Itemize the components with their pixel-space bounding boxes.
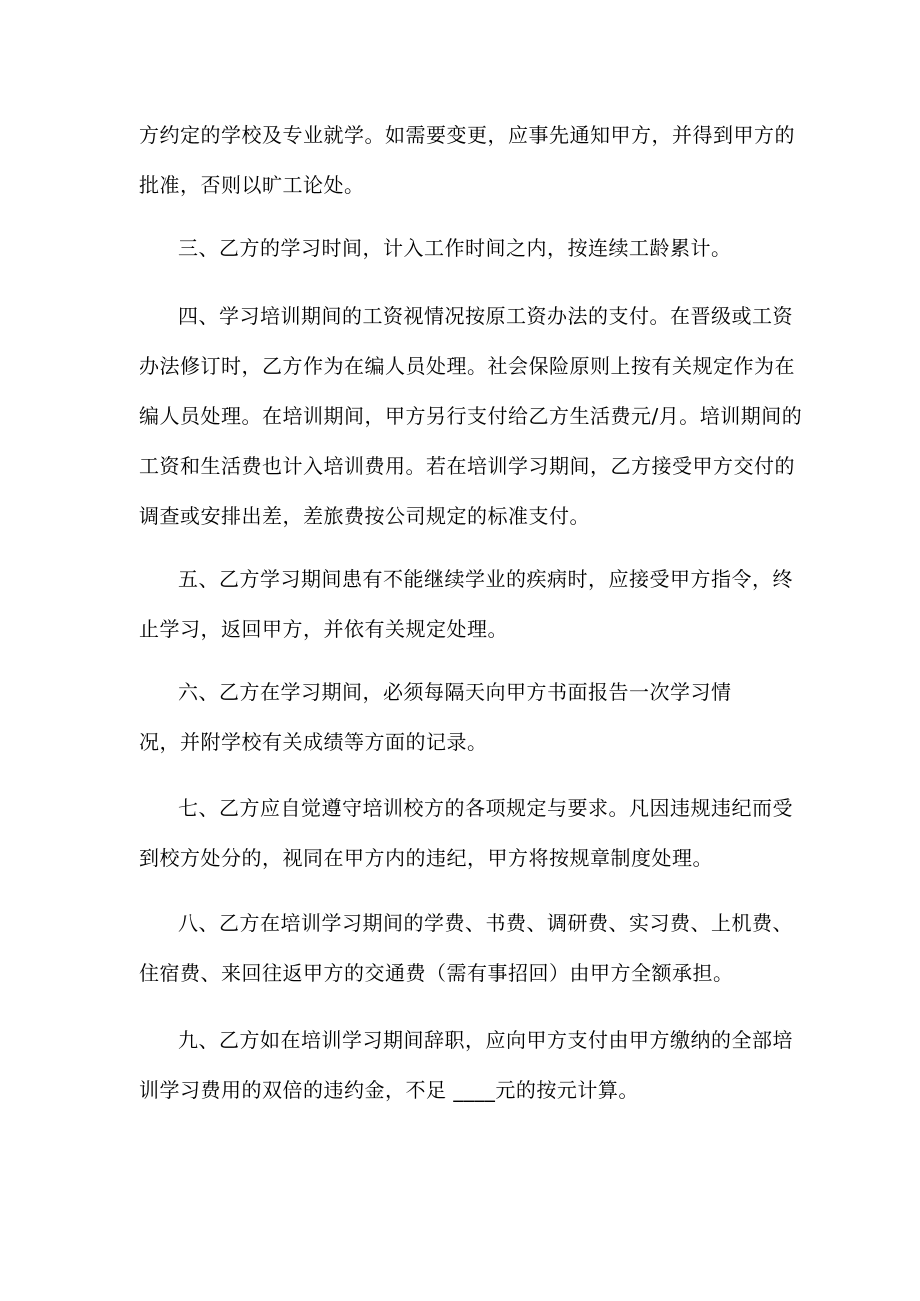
paragraph-5-line-1: 五、乙方学习期间患有不能继续学业的疾病时，应接受甲方指令，终	[178, 567, 793, 591]
paragraph-4-line-4: 工资和生活费也计入培训费用。若在培训学习期间，乙方接受甲方交付的	[139, 454, 795, 478]
paragraph-continued-line-2: 批准，否则以旷工论处。	[139, 173, 365, 197]
paragraph-9-line-1: 九、乙方如在培训学习期间辞职，应向甲方支付由甲方缴纳的全部培	[178, 1028, 793, 1052]
paragraph-5-line-2: 止学习，返回甲方，并依有关规定处理。	[139, 617, 508, 641]
paragraph-continued-line-1: 方约定的学校及专业就学。如需要变更，应事先通知甲方，并得到甲方的	[139, 123, 795, 147]
paragraph-9-line-2: 训学习费用的双倍的违约金，不足 ____元的按元计算。	[139, 1078, 639, 1102]
paragraph-4-line-5: 调查或安排出差，差旅费按公司规定的标准支付。	[139, 504, 590, 528]
paragraph-8-line-2: 住宿费、来回往返甲方的交通费（需有事招回）由甲方全额承担。	[139, 961, 734, 985]
paragraph-6-line-2: 况，并附学校有关成绩等方面的记录。	[139, 730, 488, 754]
paragraph-7-line-2: 到校方处分的，视同在甲方内的违纪，甲方将按规章制度处理。	[139, 846, 713, 870]
paragraph-4-line-1: 四、学习培训期间的工资视情况按原工资办法的支付。在晋级或工资	[178, 304, 793, 328]
paragraph-4-line-2: 办法修订时，乙方作为在编人员处理。社会保险原则上按有关规定作为在	[139, 354, 795, 378]
paragraph-3-line-1: 三、乙方的学习时间，计入工作时间之内，按连续工龄累计。	[178, 236, 732, 260]
paragraph-7-line-1: 七、乙方应自觉遵守培训校方的各项规定与要求。凡因违规违纪而受	[178, 796, 793, 820]
paragraph-8-line-1: 八、乙方在培训学习期间的学费、书费、调研费、实习费、上机费、	[178, 911, 793, 935]
paragraph-4-line-3: 编人员处理。在培训期间，甲方另行支付给乙方生活费元/月。培训期间的	[139, 404, 803, 428]
paragraph-6-line-1: 六、乙方在学习期间，必须每隔天向甲方书面报告一次学习情	[178, 680, 732, 704]
